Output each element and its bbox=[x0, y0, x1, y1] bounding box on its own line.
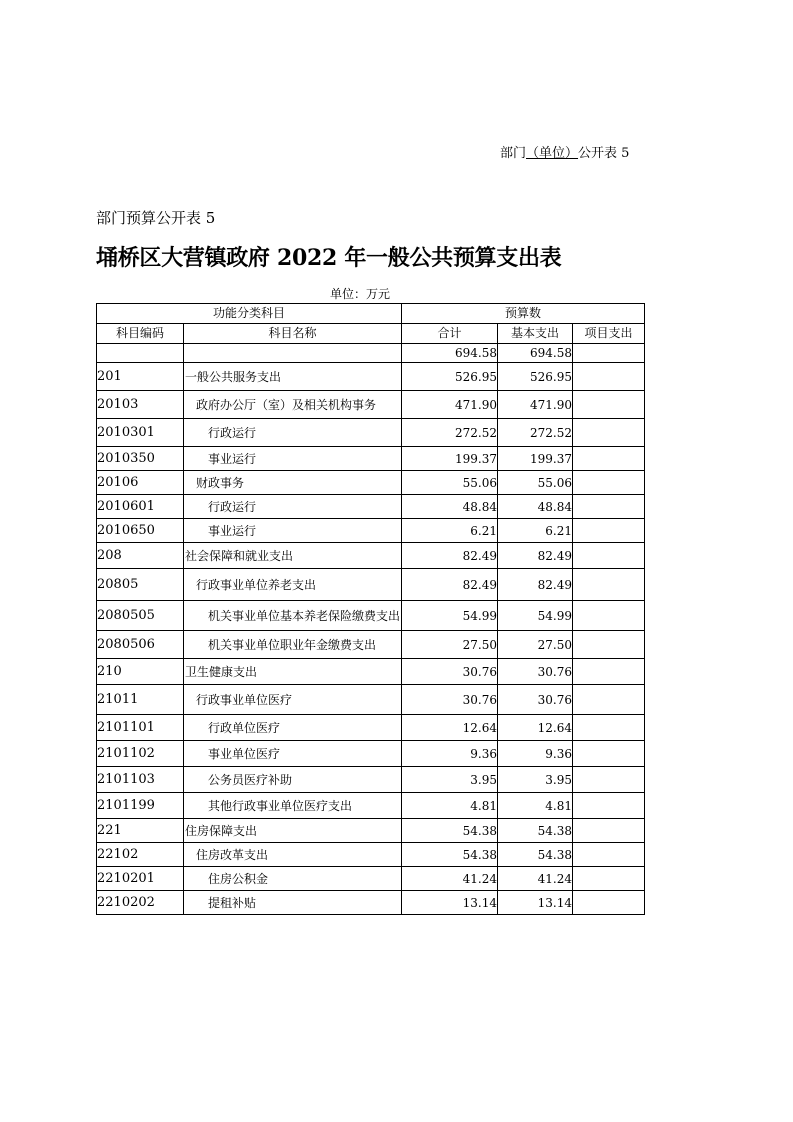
total-cell: 54.38 bbox=[402, 819, 498, 843]
page-header-label bbox=[500, 144, 629, 164]
total-cell: 54.99 bbox=[402, 601, 498, 631]
code-cell: 2010301 bbox=[97, 419, 184, 447]
basic-cell: 3.95 bbox=[498, 767, 573, 793]
basic-cell: 199.37 bbox=[498, 447, 573, 471]
basic-cell: 82.49 bbox=[498, 543, 573, 569]
project-cell bbox=[573, 569, 645, 601]
code-cell: 2101102 bbox=[97, 741, 184, 767]
project-cell bbox=[573, 363, 645, 391]
code-cell: 2010350 bbox=[97, 447, 184, 471]
total-cell: 55.06 bbox=[402, 471, 498, 495]
name-cell: 一般公共服务支出 bbox=[184, 363, 402, 391]
total-cell: 471.90 bbox=[402, 391, 498, 419]
table-row bbox=[97, 659, 645, 685]
code-cell: 208 bbox=[97, 543, 184, 569]
project-cell bbox=[573, 631, 645, 659]
code-cell: 2101199 bbox=[97, 793, 184, 819]
table-row bbox=[97, 631, 645, 659]
name-cell: 行政运行 bbox=[184, 495, 402, 519]
basic-cell: 526.95 bbox=[498, 363, 573, 391]
basic-cell: 471.90 bbox=[498, 391, 573, 419]
basic-cell: 6.21 bbox=[498, 519, 573, 543]
name-cell: 卫生健康支出 bbox=[184, 659, 402, 685]
name-cell: 机关事业单位职业年金缴费支出 bbox=[184, 631, 402, 659]
total-cell: 272.52 bbox=[402, 419, 498, 447]
header-name: 科目名称 bbox=[184, 324, 402, 344]
basic-cell: 54.38 bbox=[498, 819, 573, 843]
table-row bbox=[97, 543, 645, 569]
project-cell bbox=[573, 391, 645, 419]
basic-cell: 30.76 bbox=[498, 685, 573, 715]
project-cell bbox=[573, 495, 645, 519]
code-cell: 2010601 bbox=[97, 495, 184, 519]
name-cell: 提租补贴 bbox=[184, 891, 402, 915]
table-row bbox=[97, 495, 645, 519]
name-cell: 住房改革支出 bbox=[184, 843, 402, 867]
name-cell: 住房公积金 bbox=[184, 867, 402, 891]
code-cell: 22102 bbox=[97, 843, 184, 867]
header-underlined-unit: （单位） bbox=[526, 146, 579, 161]
table-row bbox=[97, 767, 645, 793]
header-suffix: 公开表 5 bbox=[578, 146, 630, 161]
basic-cell: 13.14 bbox=[498, 891, 573, 915]
name-cell: 行政事业单位医疗 bbox=[184, 685, 402, 715]
total-cell: 4.81 bbox=[402, 793, 498, 819]
table-row bbox=[97, 519, 645, 543]
header-code: 科目编码 bbox=[97, 324, 184, 344]
table-row bbox=[97, 419, 645, 447]
basic-cell: 272.52 bbox=[498, 419, 573, 447]
total-cell: 54.38 bbox=[402, 843, 498, 867]
header-project: 项目支出 bbox=[573, 324, 645, 344]
project-cell bbox=[573, 891, 645, 915]
basic-cell: 12.64 bbox=[498, 715, 573, 741]
project-cell bbox=[573, 767, 645, 793]
code-cell: 2080505 bbox=[97, 601, 184, 631]
basic-cell: 41.24 bbox=[498, 867, 573, 891]
total-cell: 41.24 bbox=[402, 867, 498, 891]
project-cell bbox=[573, 715, 645, 741]
total-cell: 6.21 bbox=[402, 519, 498, 543]
total-cell: 526.95 bbox=[402, 363, 498, 391]
basic-cell: 55.06 bbox=[498, 471, 573, 495]
basic-cell: 4.81 bbox=[498, 793, 573, 819]
table-row bbox=[97, 447, 645, 471]
project-cell bbox=[573, 843, 645, 867]
project-cell bbox=[573, 519, 645, 543]
code-cell: 20103 bbox=[97, 391, 184, 419]
project-cell bbox=[573, 819, 645, 843]
name-cell: 财政事务 bbox=[184, 471, 402, 495]
name-cell: 事业运行 bbox=[184, 447, 402, 471]
total-project-cell bbox=[573, 344, 645, 363]
project-cell bbox=[573, 471, 645, 495]
project-cell bbox=[573, 741, 645, 767]
name-cell: 公务员医疗补助 bbox=[184, 767, 402, 793]
project-cell bbox=[573, 685, 645, 715]
table-row bbox=[97, 793, 645, 819]
total-name-cell bbox=[184, 344, 402, 363]
name-cell: 机关事业单位基本养老保险缴费支出 bbox=[184, 601, 402, 631]
name-cell: 行政运行 bbox=[184, 419, 402, 447]
basic-cell: 82.49 bbox=[498, 569, 573, 601]
name-cell: 住房保障支出 bbox=[184, 819, 402, 843]
name-cell: 其他行政事业单位医疗支出 bbox=[184, 793, 402, 819]
code-cell: 210 bbox=[97, 659, 184, 685]
header-func-group: 功能分类科目 bbox=[97, 304, 402, 324]
total-cell: 9.36 bbox=[402, 741, 498, 767]
basic-cell: 54.99 bbox=[498, 601, 573, 631]
project-cell bbox=[573, 867, 645, 891]
total-cell: 13.14 bbox=[402, 891, 498, 915]
name-cell: 行政单位医疗 bbox=[184, 715, 402, 741]
basic-cell: 9.36 bbox=[498, 741, 573, 767]
project-cell bbox=[573, 659, 645, 685]
code-cell: 2210202 bbox=[97, 891, 184, 915]
total-cell: 48.84 bbox=[402, 495, 498, 519]
basic-cell: 30.76 bbox=[498, 659, 573, 685]
total-cell: 82.49 bbox=[402, 543, 498, 569]
total-basic-cell: 694.58 bbox=[498, 344, 573, 363]
code-cell: 2101101 bbox=[97, 715, 184, 741]
total-code-cell bbox=[97, 344, 184, 363]
code-cell: 2101103 bbox=[97, 767, 184, 793]
name-cell: 社会保障和就业支出 bbox=[184, 543, 402, 569]
table-row bbox=[97, 741, 645, 767]
table-row bbox=[97, 867, 645, 891]
code-cell: 20805 bbox=[97, 569, 184, 601]
page-title: 埇桥区大营镇政府 2022 年一般公共预算支出表 bbox=[96, 245, 562, 271]
project-cell bbox=[573, 419, 645, 447]
code-cell: 2010650 bbox=[97, 519, 184, 543]
header-basic: 基本支出 bbox=[498, 324, 573, 344]
header-prefix: 部门 bbox=[500, 146, 527, 161]
code-cell: 21011 bbox=[97, 685, 184, 715]
table-row bbox=[97, 891, 645, 915]
name-cell: 事业单位医疗 bbox=[184, 741, 402, 767]
project-cell bbox=[573, 543, 645, 569]
header-budget-group: 预算数 bbox=[402, 304, 645, 324]
code-cell: 20106 bbox=[97, 471, 184, 495]
budget-table bbox=[96, 303, 645, 915]
basic-cell: 27.50 bbox=[498, 631, 573, 659]
total-cell: 27.50 bbox=[402, 631, 498, 659]
name-cell: 事业运行 bbox=[184, 519, 402, 543]
table-row bbox=[97, 391, 645, 419]
table-row bbox=[97, 715, 645, 741]
table-row bbox=[97, 471, 645, 495]
table-row bbox=[97, 819, 645, 843]
table-row bbox=[97, 569, 645, 601]
header-total: 合计 bbox=[402, 324, 498, 344]
basic-cell: 54.38 bbox=[498, 843, 573, 867]
total-cell: 12.64 bbox=[402, 715, 498, 741]
table-row bbox=[97, 363, 645, 391]
table-row bbox=[97, 601, 645, 631]
sub-title: 部门预算公开表 5 bbox=[96, 209, 216, 227]
total-total-cell: 694.58 bbox=[402, 344, 498, 363]
total-row bbox=[97, 344, 645, 363]
total-cell: 30.76 bbox=[402, 685, 498, 715]
unit-label: 单位：万元 bbox=[330, 287, 391, 301]
project-cell bbox=[573, 601, 645, 631]
total-cell: 82.49 bbox=[402, 569, 498, 601]
total-cell: 3.95 bbox=[402, 767, 498, 793]
project-cell bbox=[573, 447, 645, 471]
name-cell: 政府办公厅（室）及相关机构事务 bbox=[184, 391, 402, 419]
code-cell: 221 bbox=[97, 819, 184, 843]
total-cell: 30.76 bbox=[402, 659, 498, 685]
total-cell: 199.37 bbox=[402, 447, 498, 471]
code-cell: 2210201 bbox=[97, 867, 184, 891]
basic-cell: 48.84 bbox=[498, 495, 573, 519]
table-row bbox=[97, 685, 645, 715]
project-cell bbox=[573, 793, 645, 819]
code-cell: 201 bbox=[97, 363, 184, 391]
name-cell: 行政事业单位养老支出 bbox=[184, 569, 402, 601]
code-cell: 2080506 bbox=[97, 631, 184, 659]
table-row bbox=[97, 843, 645, 867]
